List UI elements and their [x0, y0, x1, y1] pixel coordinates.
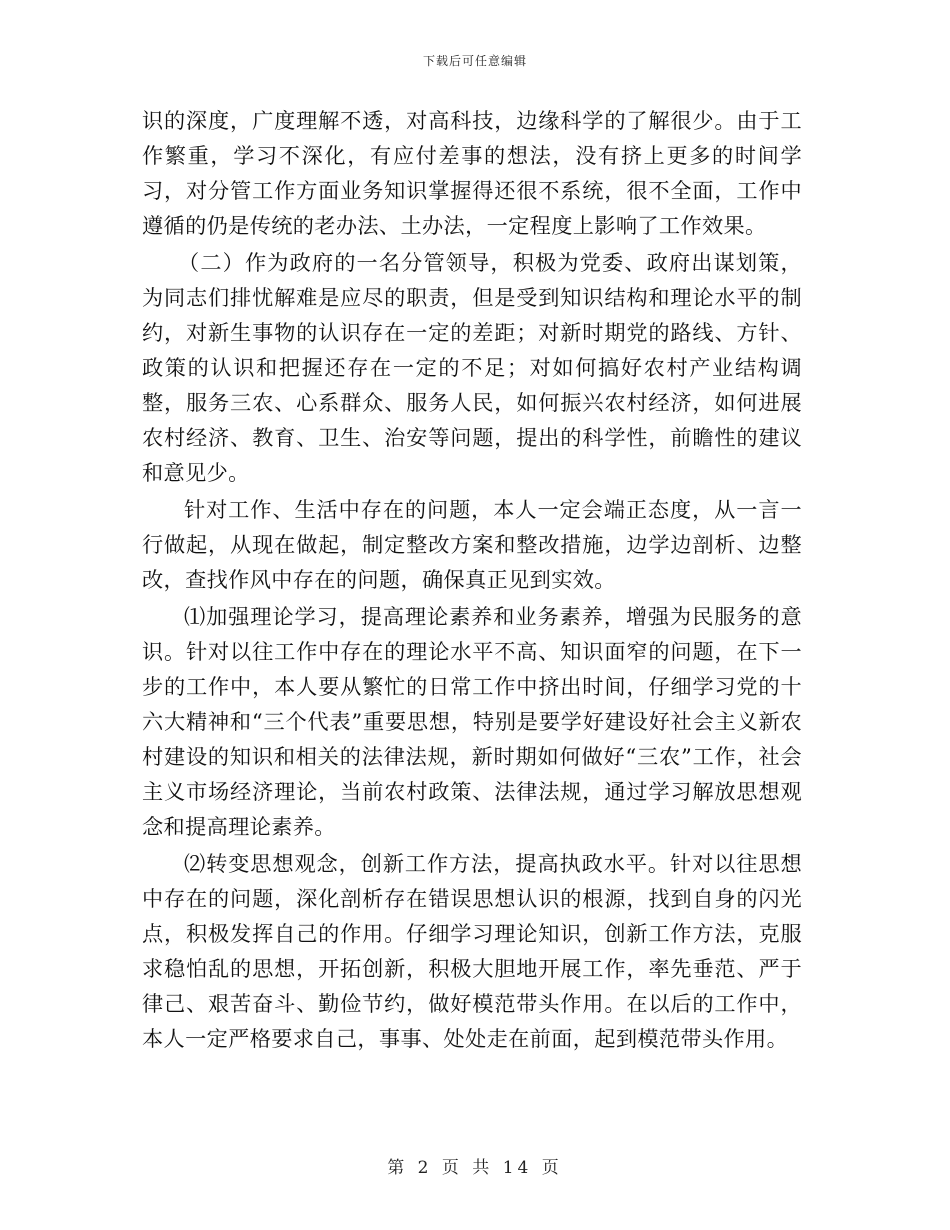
paragraph-1: 识的深度，广度理解不透，对高科技，边缘科学的了解很少。由于工作繁重，学习不深化，有应付差事的想法，没有挤上更多的时间学习，对分管工作方面业务知识掌握得还很不系统，很不全面，工作中遵循的仍是传统的老办法、土办法，一定程度上影响了工作效果。	[142, 108, 802, 238]
paragraph-5: ⑵转变思想观念，创新工作方法，提高执政水平。针对以往思想中存在的问题，深化剖析存在错误思想认识的根源，找到自身的闪光点，积极发挥自己的作用。仔细学习理论知识，创新工作方法，克服求稳怕乱的思想，开拓创新，积极大胆地开展工作，率先垂范、严于律己、艰苦奋斗、勤俭节约，做好模范带头作用。在以后的工作中，本人一定严格要求自己，事事、处处走在前面，起到模范带头作用。	[142, 851, 802, 1051]
page-footer: 第 2 页 共 14 页	[387, 1158, 563, 1178]
page-header: 下载后可任意编辑	[422, 54, 527, 68]
paragraph-4: ⑴加强理论学习，提高理论素养和业务素养，增强为民服务的意识。针对以往工作中存在的理论水平不高、知识面窄的问题，在下一步的工作中，本人要从繁忙的日常工作中挤出时间，仔细学习党的十六大精神和“三个代表”重要思想，特别是要学好建设好社会主义新农村建设的知识和相关的法律法规，新时期如何做好“三农”工作，社会主义市场经济理论，当前农村政策、法律法规，通过学习解放思想观念和提高理论素养。	[142, 604, 802, 839]
document-body	[142, 103, 802, 1056]
paragraph-2: （二）作为政府的一名分管领导，积极为党委、政府出谋划策，为同志们排忧解难是应尽的职责，但是受到知识结构和理论水平的制约，对新生事物的认识存在一定的差距；对新时期党的路线、方针、政策的认识和把握还存在一定的不足；对如何搞好农村产业结构调整，服务三农、心系群众、服务人民，如何振兴农村经济，如何进展农村经济、教育、卫生、治安等问题，提出的科学性，前瞻性的建议和意见少。	[142, 250, 802, 485]
paragraph-3: 针对工作、生活中存在的问题，本人一定会端正态度，从一言一行做起，从现在做起，制定整改方案和整改措施，边学边剖析、边整改，查找作风中存在的问题，确保真正见到实效。	[142, 497, 802, 592]
